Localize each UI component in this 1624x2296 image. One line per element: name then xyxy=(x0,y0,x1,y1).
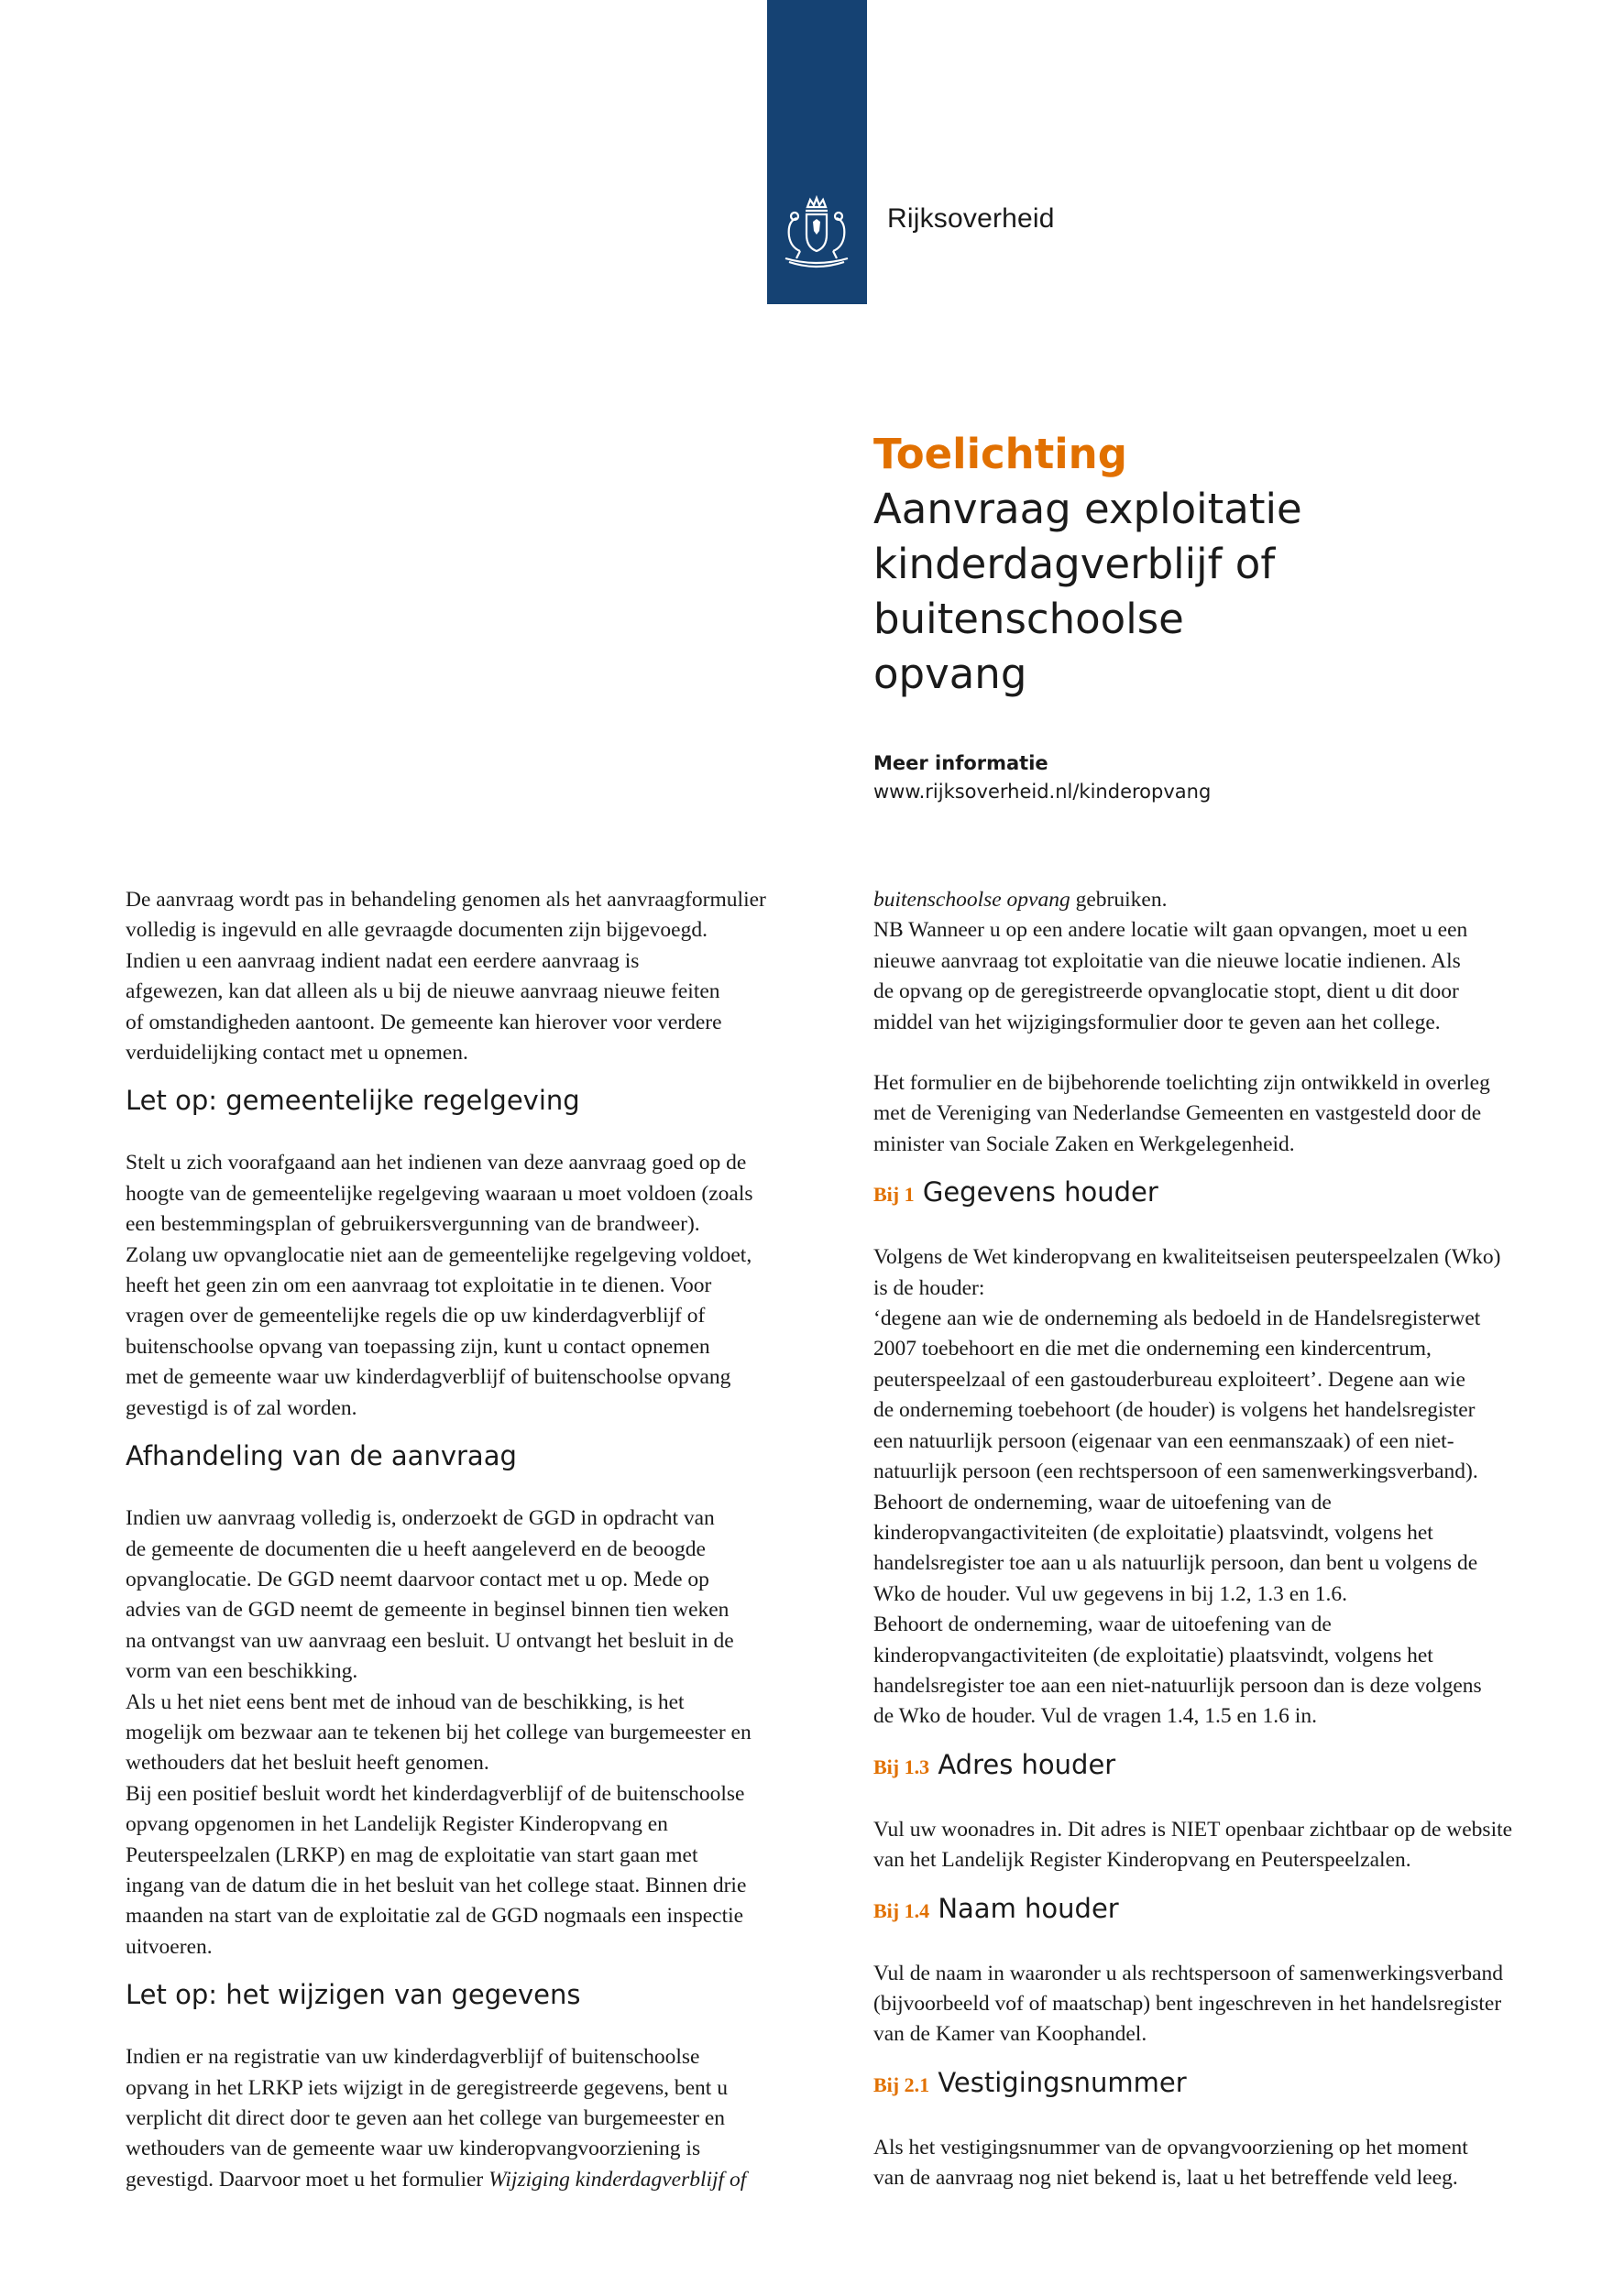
text-line: hoogte van de gemeentelijke regelgeving waaraan u moet voldoen (zoals xyxy=(126,1181,753,1206)
text-line: vorm van een beschikking. xyxy=(126,1659,358,1684)
text-line: afgewezen, kan dat alleen als u bij de nieuwe aanvraag nieuwe feiten xyxy=(126,979,720,1004)
text-line: opvang opgenomen in het Landelijk Register Kinderopvang en xyxy=(126,1812,668,1837)
form-name-italic: Wijziging kinderdagverblijf of xyxy=(488,2167,747,2192)
section-heading-wijzigen: Let op: het wijzigen van gegevens xyxy=(126,1979,581,2011)
text-line: met de Vereniging van Nederlandse Gemeenten en vastgesteld door de xyxy=(873,1101,1482,1126)
text-line: De aanvraag wordt pas in behandeling genomen als het aanvraagformulier xyxy=(126,888,766,912)
text-line: Bij een positief besluit wordt het kinderdagverblijf of de buitenschoolse xyxy=(126,1781,745,1806)
text-line: Wko de houder. Vul uw gegevens in bij 1.2, 1.3 en 1.6. xyxy=(873,1581,1348,1606)
text-line: gebruiken. xyxy=(1070,888,1168,912)
continued-paragraph xyxy=(873,885,1570,1038)
title-line: kinderdagverblijf of buitenschoolse xyxy=(873,540,1276,643)
section-number: Bij 2.1 xyxy=(873,2072,930,2096)
text-line: volledig is ingevuld en alle gevraagde documenten zijn bijgevoegd. xyxy=(126,918,708,943)
text-line: uitvoeren. xyxy=(126,1934,213,1959)
text-line: handelsregister toe aan u als natuurlijk persoon, dan bent u volgens de xyxy=(873,1551,1478,1576)
text-line: van het Landelijk Register Kinderopvang en Peuterspeelzalen. xyxy=(873,1848,1411,1873)
text-line: heeft het geen zin om een aanvraag tot exploitatie in te dienen. Voor xyxy=(126,1274,712,1298)
text-line: advies van de GGD neemt de gemeente in beginsel binnen tien weken xyxy=(126,1598,730,1623)
intro-paragraph xyxy=(126,885,822,1068)
title-line: opvang xyxy=(873,650,1027,698)
section-title: Vestigingsnummer xyxy=(938,2066,1187,2098)
wijzigen-paragraph xyxy=(126,2042,822,2195)
text-line: Als het vestigingsnummer van de opvangvoorziening op het moment xyxy=(873,2135,1468,2159)
text-line: wethouders dat het besluit heeft genomen. xyxy=(126,1751,489,1776)
text-line: 2007 toebehoort en die met die onderneming een kindercentrum, xyxy=(873,1337,1432,1361)
text-line: ‘degene aan wie de onderneming als bedoeld in de Handelsregisterwet xyxy=(873,1307,1481,1331)
text-line: (bijvoorbeeld vof of maatschap) bent ingeschreven in het handelsregister xyxy=(873,1991,1502,2016)
section-number: Bij 1.3 xyxy=(873,1755,930,1778)
regelgeving-paragraph xyxy=(126,1148,822,1424)
text-line: gevestigd is of zal worden. xyxy=(126,1395,357,1420)
text-line: of omstandigheden aantoont. De gemeente kan hierover voor verdere xyxy=(126,1010,722,1034)
section-heading-regelgeving: Let op: gemeentelijke regelgeving xyxy=(126,1085,580,1117)
afhandeling-paragraph xyxy=(126,1503,822,1963)
section-title: Naam houder xyxy=(938,1892,1119,1924)
text-line: handelsregister toe aan een niet-natuurlijk persoon dan is deze volgens xyxy=(873,1673,1482,1698)
text-line: NB Wanneer u op een andere locatie wilt gaan opvangen, moet u een xyxy=(873,918,1468,943)
text-line: Indien u een aanvraag indient nadat een eerdere aanvraag is xyxy=(126,948,640,973)
text-line: kinderopvangactiviteiten (de exploitatie) plaatsvindt, volgens het xyxy=(873,1643,1433,1667)
text-line: Peuterspeelzalen (LRKP) en mag de exploitatie van start gaan met xyxy=(126,1842,698,1867)
section-number: Bij 1.4 xyxy=(873,1898,930,1922)
more-info-label: Meer informatie xyxy=(873,752,1048,774)
vestigingsnummer-paragraph xyxy=(873,2133,1570,2194)
title-block xyxy=(873,427,1570,806)
text-line: van de aanvraag nog niet bekend is, laat u het betreffende veld leeg. xyxy=(873,2166,1458,2191)
text-line: maanden na start van de exploitatie zal de GGD nogmaals een inspectie xyxy=(126,1904,744,1929)
text-line: de gemeente de documenten die u heeft aangeleverd en de beoogde xyxy=(126,1536,706,1561)
text-line: Behoort de onderneming, waar de uitoefening van de xyxy=(873,1490,1332,1514)
section-heading-bij-1-3 xyxy=(873,1746,1570,1786)
text-line: verplicht dit direct door te geven aan het college van burgemeester en xyxy=(126,2106,726,2130)
text-line: verduidelijking contact met u opnemen. xyxy=(126,1041,468,1066)
formulier-paragraph xyxy=(873,1068,1570,1160)
brand-name: Rijksoverheid xyxy=(887,203,1055,234)
text-line: ingang van de datum die in het besluit van het college staat. Binnen drie xyxy=(126,1873,747,1897)
text-line: van de Kamer van Koophandel. xyxy=(873,2022,1147,2047)
text-line: mogelijk om bezwaar aan te tekenen bij het college van burgemeester en xyxy=(126,1720,752,1744)
text-line: de onderneming toebehoort (de houder) is volgens het handelsregister xyxy=(873,1398,1476,1423)
text-line: een bestemmingsplan of gebruikersvergunning van de brandweer). xyxy=(126,1212,700,1237)
section-heading-afhandeling: Afhandeling van de aanvraag xyxy=(126,1440,517,1472)
text-line: Het formulier en de bijbehorende toelichting zijn ontwikkeld in overleg xyxy=(873,1071,1490,1096)
naam-houder-paragraph xyxy=(873,1959,1570,2050)
text-line: buitenschoolse opvang van toepassing zijn, kunt u contact opnemen xyxy=(126,1334,710,1359)
right-column xyxy=(873,885,1570,2194)
form-name-italic: buitenschoolse opvang xyxy=(873,888,1070,912)
text-line: de opvang op de geregistreerde opvanglocatie stopt, dient u dit door xyxy=(873,979,1459,1004)
text-line: nieuwe aanvraag tot exploitatie van die nieuwe locatie indienen. Als xyxy=(873,948,1461,973)
text-line: Volgens de Wet kinderopvang en kwaliteitseisen peuterspeelzalen (Wko) xyxy=(873,1245,1501,1270)
text-line: na ontvangst van uw aanvraag een besluit. U ontvangt het besluit in de xyxy=(126,1628,734,1653)
page-title xyxy=(873,482,1570,702)
text-line: Vul de naam in waaronder u als rechtspersoon of samenwerkingsverband xyxy=(873,1961,1504,1985)
text-line: peuterspeelzaal of een gastouderbureau exploiteert’. Degene aan wie xyxy=(873,1367,1465,1392)
text-line: is de houder: xyxy=(873,1275,985,1300)
text-line: Indien er na registratie van uw kinderdagverblijf of buitenschoolse xyxy=(126,2045,700,2070)
kicker: Toelichting xyxy=(873,430,1127,478)
text-line: de Wko de houder. Vul de vragen 1.4, 1.5 en 1.6 in. xyxy=(873,1704,1317,1729)
text-line: gevestigd. Daarvoor moet u het formulier xyxy=(126,2167,489,2192)
gegevens-houder-paragraph xyxy=(873,1242,1570,1733)
text-line: Vul uw woonadres in. Dit adres is NIET openbaar zichtbaar op de website xyxy=(873,1817,1513,1842)
coat-of-arms-icon xyxy=(776,194,857,271)
text-line: met de gemeente waar uw kinderdagverblijf of buitenschoolse opvang xyxy=(126,1365,731,1390)
text-line: kinderopvangactiviteiten (de exploitatie) plaatsvindt, volgens het xyxy=(873,1520,1433,1545)
section-title: Gegevens houder xyxy=(922,1176,1158,1208)
title-line: Aanvraag exploitatie xyxy=(873,485,1302,533)
text-line: opvanglocatie. De GGD neemt daarvoor contact met u op. Mede op xyxy=(126,1567,709,1591)
logo-band xyxy=(767,0,867,304)
section-heading-bij-1 xyxy=(873,1174,1570,1213)
text-line: Stelt u zich voorafgaand aan het indienen van deze aanvraag goed op de xyxy=(126,1151,747,1175)
text-line: wethouders van de gemeente waar uw kinderopvangvoorziening is xyxy=(126,2137,701,2161)
text-line: Als u het niet eens bent met de inhoud van de beschikking, is het xyxy=(126,1689,685,1714)
text-line: natuurlijk persoon (een rechtspersoon of een samenwerkingsverband). xyxy=(873,1460,1478,1484)
text-line: opvang in het LRKP iets wijzigt in de geregistreerde gegevens, bent u xyxy=(126,2075,728,2100)
section-heading-bij-2-1 xyxy=(873,2064,1570,2104)
text-line: vragen over de gemeentelijke regels die op uw kinderdagverblijf of xyxy=(126,1304,706,1328)
section-title: Adres houder xyxy=(938,1748,1116,1780)
text-line: Indien uw aanvraag volledig is, onderzoekt de GGD in opdracht van xyxy=(126,1506,715,1531)
text-line: een natuurlijk persoon (eigenaar van een eenmanszaak) of een niet- xyxy=(873,1428,1454,1453)
text-line: Behoort de onderneming, waar de uitoefening van de xyxy=(873,1613,1332,1637)
section-heading-bij-1-4 xyxy=(873,1890,1570,1930)
more-info-link[interactable]: www.rijksoverheid.nl/kinderopvang xyxy=(873,781,1212,803)
adres-houder-paragraph xyxy=(873,1815,1570,1876)
text-line: middel van het wijzigingsformulier door te geven aan het college. xyxy=(873,1010,1441,1034)
section-number: Bij 1 xyxy=(873,1183,915,1207)
text-line: Zolang uw opvanglocatie niet aan de gemeentelijke regelgeving voldoet, xyxy=(126,1242,752,1267)
paragraph-gap xyxy=(873,1038,1570,1068)
text-line: minister van Sociale Zaken en Werkgelegenheid. xyxy=(873,1132,1295,1156)
left-column xyxy=(126,885,822,2195)
